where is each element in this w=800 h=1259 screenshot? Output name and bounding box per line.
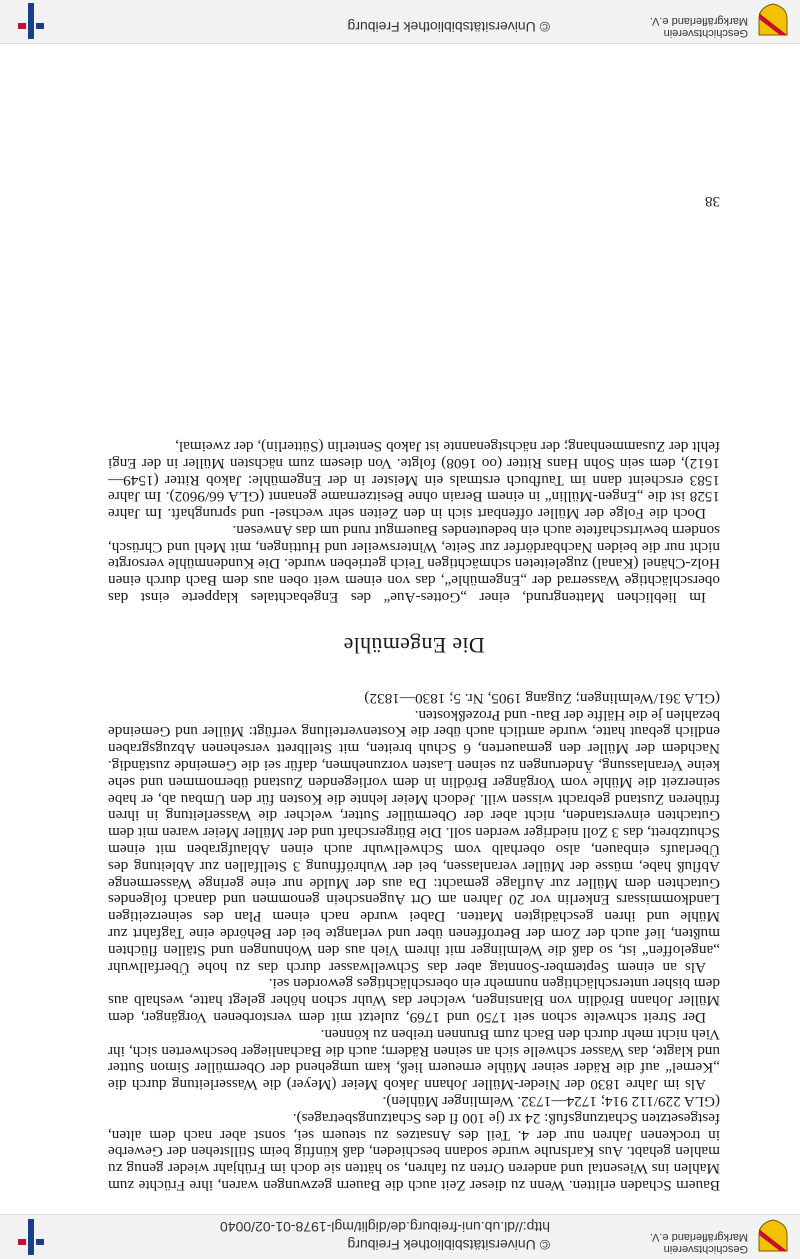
page-number: 38	[705, 193, 720, 209]
library-credit: © Universitätsbibliothek Freiburg	[347, 1237, 550, 1253]
permalink-url[interactable]: http://dl.ub.uni-freiburg.de/diglit/mgl-1978-01-02/0040	[220, 1219, 550, 1235]
society-label: Geschichtsverein Markgräflerland e.V.	[649, 1231, 748, 1255]
library-credit: © Universitätsbibliothek Freiburg	[347, 19, 550, 35]
paragraph: Der Streit schwelte schon seit 1750 und 1769, zuletzt mit dem verstorbenen Vorgänger, dem Müller Johann Brödlin von Blansingen, welcher das Wuhr schon höher gelegt hatte, weshalb aus dem bisher unterschlächtigen nunmehr ein oberschlächtiges geworden sei.	[108, 975, 720, 1027]
paragraph: Als im Jahre 1830 der Nieder-Müller Johann Jakob Meier (Meyer) die Wasserleitung durch die „Kernel“ auf die Räder seiner Mühle erneuern ließ, kam umgehend der Obermüller Simon Sutter und klagte, das Wasser schwelle sich an seinen Rädern; auch die Bachanlieger beschwerten sich, ihr Vieh nicht mehr durch den Bach zum Brunnen treiben zu können.	[108, 1025, 720, 1094]
section-heading: Die Engemühle	[343, 633, 485, 659]
viewer-header-bar	[0, 0, 800, 44]
citation: (GLA 361/Welmlingen; Zugang 1905, Nr. 5; 1830—1832)	[364, 689, 720, 707]
society-label: Geschichtsverein Markgräflerland e.V.	[649, 15, 748, 39]
citation: (GLA 229/112 914; 1724—1732. Welmlinger Mühlen).	[382, 1093, 720, 1111]
viewer-footer-bar	[0, 1214, 800, 1259]
society-crest-icon	[756, 1219, 790, 1253]
society-crest-icon	[756, 3, 790, 37]
university-logo-icon	[14, 3, 48, 39]
paragraph: Im lieblichen Mattengrund, einer „Gottes-Aue“ des Engebachtales klapperte einst das oberschlächtige Wasserrad der „Engemühle“, das von einem weit oben aus dem Bach durch einen Holz-Chänel (Kanal) zugeleiteten schmächtigen Teich getrieben wurde. Die Kundenmühle versorgte nicht nur die beiden Nachbardörfer zur Seite, Wintersweiler und Huttingen, mit Mehl und Chrüsch, sondern bewirtschaftete auch ein bedeutendes Bauerngut rund um das Anwesen.	[108, 521, 720, 607]
paragraph: Bauern Schaden erlitten. Wenn zu dieser Zeit auch die Bauern gezwungen waren, ihre Früchte zum Mahlen ins Wiesental und anderen Orten zu fahren, so hätten sie doch im Frühjahr wieder genug zu mahlen gehabt. Aus Karlsruhe wurde sodann beschieden, daß künftig beim Stillstehen der Gewerbe in trockenen Jahren nur der 4. Teil des Ansatzes zu steuern sei, sonst aber nach dem alten, festgesetzten Schatzungsfuß: 24 xr (je 100 fl des Schatzungsbetrages).	[108, 1109, 720, 1194]
paragraph: Doch die Folge der Müller offenbart sich in den Zeiten sehr wechsel- und sprunghaft. Im Jahre 1528 ist die „Engen-Müllin“ in einem Berain ohne Besitzername genannt (GLA 66/9602). Im Jahre 1583 erscheint dann im Taufbuch erstmals ein Meister in der Engemühle: Jakob Ritter (1549—1612), dem sein Sohn Hans Ritter (oo 1608) folgte. Von diesem zum nächsten Müller in der Engi fehlt der Zusammenhang; der nächstgenannte ist Jakob Senterlin (Sütterlin), der zweimal,	[108, 437, 720, 523]
document-body	[108, 437, 720, 1193]
paragraph: Als an einem September-Sonntag aber das Schwellwasser durch das zu hohe Überfallwuhr „angeloffen“ ist, so daß die Welmlinger mit ihrem Vieh aus den Wohnungen und Ställen flüchten mußten, lief auch der Zorn der Betroffenen über und verlangte bei der Behörde eine Tagfahrt zur Mühle und ihren geschädigten Matten. Dabei wurde nach einem Plan des seinerzeitigen Landkommissars Enkerlin vor 20 Jahren am Ort Augenschein genommen und danach folgendes Gutachten dem Müller zur Auflage gemacht: Da aus der Mulde nur eine geringe Wassermenge Abfluß habe, müsse der Müller veranlassen, bei der Wuhröffnung 3 Stellfallen zur Ableitung des Überlaufs einbauen, also oberhalb vom Schwellwuhr auch einen Ablaufgraben mit einem Schutzbrett, das 3 Zoll niedriger werden soll. Die Bürgerschaft und der Müller Meier waren mit dem Gutachten einverstanden, nicht aber der Obermüller Sutter, welcher die Wasserleitung in ihren früheren Zustand gebracht wissen will. Jedoch Meier lehnte die Kosten für den Umbau ab, er habe seinerzeit die Mühle vom Vorgänger Brödlin in dem vorliegenden Zustand übernommen und sehe keine Veranlassung, Änderungen zu seinen Lasten vorzunehmen, dafür sei die Gemeinde zuständig. Nachdem der Müller den gemauerten, 6 Schuh breiten, mit Stellbrett versehenen Abzugsgraben endlich gebaut hatte, wurde amtlich auch über die Kostenverteilung verfügt: Müller und Gemeinde bezahlen je die Hälfte der Bau- und Prozeßkosten.	[108, 706, 720, 976]
university-logo-icon	[14, 1219, 48, 1255]
